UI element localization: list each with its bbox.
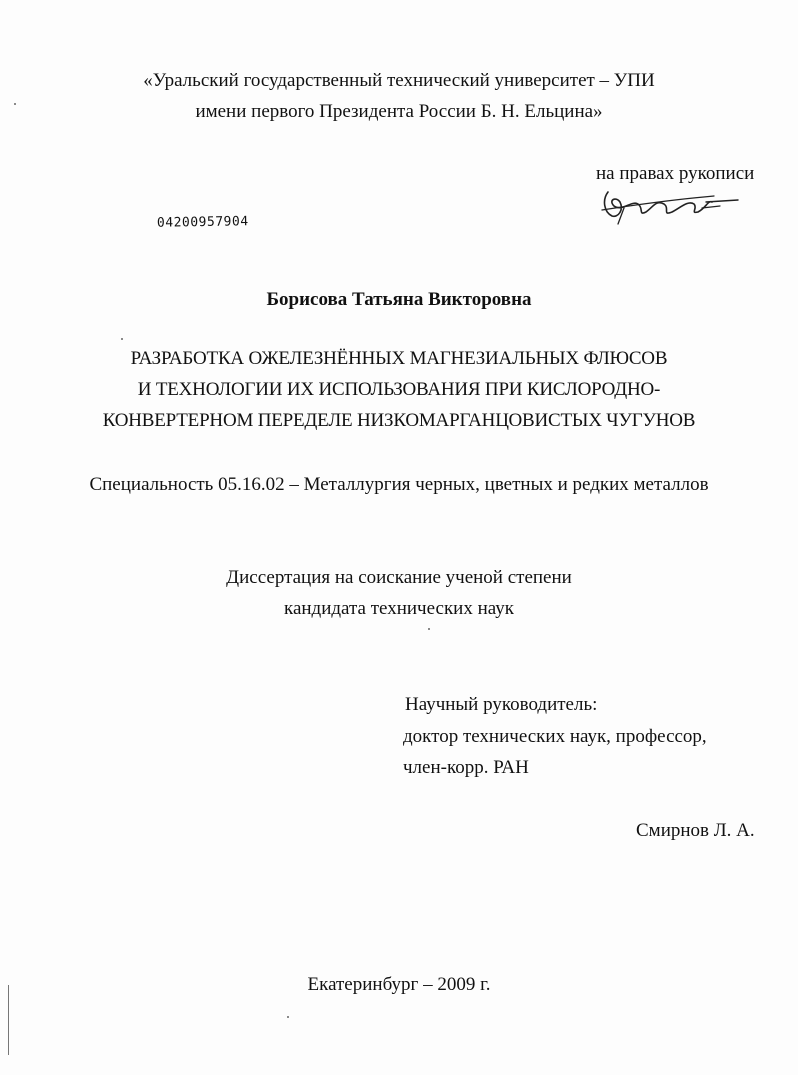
specialty: Специальность 05.16.02 – Металлургия черных, цветных и редких металлов — [89, 474, 709, 495]
supervisor-name: Смирнов Л. А. — [636, 820, 755, 841]
scan-speck — [428, 628, 430, 630]
university-line-2: имени первого Президента России Б. Н. Ельцина» — [195, 101, 603, 122]
title-line-1: РАЗРАБОТКА ОЖЕЛЕЗНЁННЫХ МАГНЕЗИАЛЬНЫХ ФЛЮСОВ — [130, 348, 668, 369]
manuscript-note: на правах рукописи — [596, 163, 755, 184]
title-line-2: И ТЕХНОЛОГИИ ИХ ИСПОЛЬЗОВАНИЯ ПРИ КИСЛОРОДНО- — [137, 379, 661, 400]
supervisor-rank: член-корр. РАН — [403, 757, 529, 778]
scan-edge-line — [8, 985, 9, 1055]
catalog-number: 04200957904 — [156, 214, 249, 231]
supervisor-label: Научный руководитель: — [405, 694, 598, 715]
scan-speck — [121, 338, 123, 340]
scan-speck — [287, 1016, 289, 1018]
footer-city-year: Екатеринбург – 2009 г. — [307, 974, 491, 995]
dissertation-line-2: кандидата технических наук — [284, 598, 514, 619]
signature-icon — [598, 186, 744, 228]
author-name: Борисова Татьяна Викторовна — [266, 289, 532, 310]
scan-speck — [14, 103, 16, 105]
supervisor-degree: доктор технических наук, профессор, — [403, 726, 707, 747]
dissertation-line-1: Диссертация на соискание ученой степени — [226, 567, 572, 588]
university-line-1: «Уральский государственный технический университет – УПИ — [143, 70, 655, 91]
title-line-3: КОНВЕРТЕРНОМ ПЕРЕДЕЛЕ НИЗКОМАРГАНЦОВИСТЫХ ЧУГУНОВ — [102, 410, 696, 431]
